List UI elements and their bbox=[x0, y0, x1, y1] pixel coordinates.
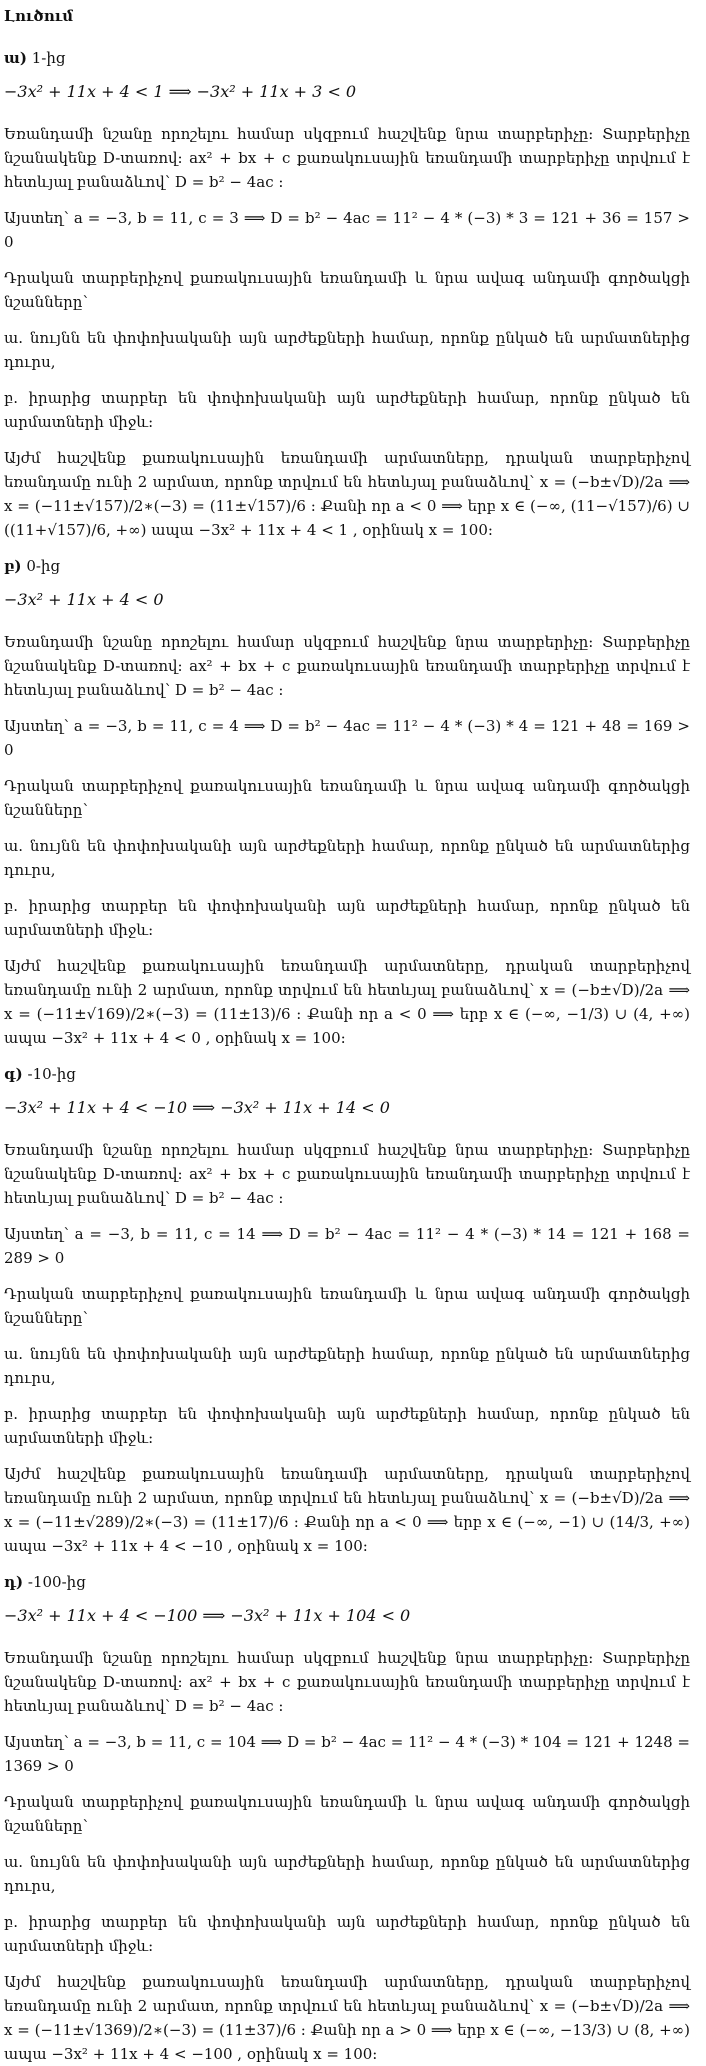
property-b: բ. իրարից տարբեր են փոփոխականի այն արժեքների համար, որոնք ընկած են արմատների միջև: bbox=[4, 1405, 690, 1447]
part-letter: ա) bbox=[4, 49, 27, 67]
properties-intro: Դրական տարբերիչով քառակուսային եռանդամի և նրա ավագ անդամի գործակցի նշանները՝ bbox=[4, 269, 690, 311]
part-letter: բ) bbox=[4, 557, 22, 575]
roots-conclusion: Այժմ հաշվենք քառակուսային եռանդամի արմատները, դրական տարբերիչով եռանդամը ունի 2 արմատ, որոնք տրվում են հետևյալ բանաձևով՝ x = (−b±√D)/2a ⟹ x = (−11±√1369)/2∗(−3) = (11±37)/6 : Քանի որ a > 0 ⟹ երբ x ∈ (−∞, −13/3) ∪ (8, +∞) ապա −3x² + 11x + 4 < −100 , օրինակ x = 100: bbox=[4, 1973, 690, 2063]
properties-intro: Դրական տարբերիչով քառակուսային եռանդամի և նրա ավագ անդամի գործակցի նշանները՝ bbox=[4, 1793, 690, 1835]
part-label bbox=[4, 554, 690, 578]
part-rhs: -10-ից bbox=[27, 1065, 76, 1083]
discriminant-intro: Եռանդամի նշանը որոշելու համար սկզբում հաշվենք նրա տարբերիչը: Տարբերիչը նշանակենք D-տառով: ax² + bx + c քառակուսային եռանդամի տարբերիչը տրվում է հետևյալ բանաձևով՝ D = b² − 4ac : bbox=[4, 633, 690, 699]
roots-conclusion: Այժմ հաշվենք քառակուսային եռանդամի արմատները, դրական տարբերիչով եռանդամը ունի 2 արմատ, որոնք տրվում են հետևյալ բանաձևով՝ x = (−b±√D)/2a ⟹ x = (−11±√169)/2∗(−3) = (11±13)/6 : Քանի որ a < 0 ⟹ երբ x ∈ (−∞, −1/3) ∪ (4, +∞) ապա −3x² + 11x + 4 < 0 , օրինակ x = 100: bbox=[4, 957, 690, 1047]
part-rhs: 0-ից bbox=[26, 557, 61, 575]
property-a: ա. նույնն են փոփոխականի այն արժեքների համար, որոնք ընկած են արմատներից դուրս, bbox=[4, 329, 690, 371]
part-label bbox=[4, 1062, 690, 1086]
inequality: −3x² + 11x + 4 < 1 ⟹ −3x² + 11x + 3 < 0 bbox=[4, 82, 357, 101]
discriminant-calc: Այստեղ՝ a = −3, b = 11, c = 4 ⟹ D = b² − 4ac = 11² − 4 * (−3) * 4 = 121 + 48 = 169 > 0 bbox=[4, 717, 690, 759]
section-c bbox=[4, 1062, 690, 1558]
part-label bbox=[4, 46, 690, 70]
roots-conclusion: Այժմ հաշվենք քառակուսային եռանդամի արմատները, դրական տարբերիչով եռանդամը ունի 2 արմատ, որոնք տրվում են հետևյալ բանաձևով՝ x = (−b±√D)/2a ⟹ x = (−11±√157)/2∗(−3) = (11±√157)/6 : Քանի որ a < 0 ⟹ երբ x ∈ (−∞, (11−√157)/6) ∪ ((11+√157)/6, +∞) ապա −3x² + 11x + 4 < 1 , օրինակ x = 100: bbox=[4, 449, 690, 539]
discriminant-intro: Եռանդամի նշանը որոշելու համար սկզբում հաշվենք նրա տարբերիչը: Տարբերիչը նշանակենք D-տառով: ax² + bx + c քառակուսային եռանդամի տարբերիչը տրվում է հետևյալ բանաձևով՝ D = b² − 4ac : bbox=[4, 125, 690, 191]
roots-conclusion: Այժմ հաշվենք քառակուսային եռանդամի արմատները, դրական տարբերիչով եռանդամը ունի 2 արմատ, որոնք տրվում են հետևյալ բանաձևով՝ x = (−b±√D)/2a ⟹ x = (−11±√289)/2∗(−3) = (11±17)/6 : Քանի որ a < 0 ⟹ երբ x ∈ (−∞, −1) ∪ (14/3, +∞) ապա −3x² + 11x + 4 < −10 , օրինակ x = 100: bbox=[4, 1465, 690, 1555]
section-d bbox=[4, 1570, 690, 2066]
discriminant-intro: Եռանդամի նշանը որոշելու համար սկզբում հաշվենք նրա տարբերիչը: Տարբերիչը նշանակենք D-տառով: ax² + bx + c քառակուսային եռանդամի տարբերիչը տրվում է հետևյալ բանաձևով՝ D = b² − 4ac : bbox=[4, 1141, 690, 1207]
properties-intro: Դրական տարբերիչով քառակուսային եռանդամի և նրա ավագ անդամի գործակցի նշանները՝ bbox=[4, 777, 690, 819]
property-a: ա. նույնն են փոփոխականի այն արժեքների համար, որոնք ընկած են արմատներից դուրս, bbox=[4, 837, 690, 879]
discriminant-calc: Այստեղ՝ a = −3, b = 11, c = 104 ⟹ D = b² − 4ac = 11² − 4 * (−3) * 104 = 121 + 1248 = 1369 > 0 bbox=[4, 1733, 690, 1775]
section-a bbox=[4, 46, 690, 542]
property-b: բ. իրարից տարբեր են փոփոխականի այն արժեքների համար, որոնք ընկած են արմատների միջև: bbox=[4, 1913, 690, 1955]
discriminant-calc: Այստեղ՝ a = −3, b = 11, c = 3 ⟹ D = b² − 4ac = 11² − 4 * (−3) * 3 = 121 + 36 = 157 > 0 bbox=[4, 209, 690, 251]
inequality: −3x² + 11x + 4 < −10 ⟹ −3x² + 11x + 14 < 0 bbox=[4, 1098, 390, 1117]
property-a: ա. նույնն են փոփոխականի այն արժեքների համար, որոնք ընկած են արմատներից դուրս, bbox=[4, 1853, 690, 1895]
part-letter: դ) bbox=[4, 1573, 24, 1591]
property-b: բ. իրարից տարբեր են փոփոխականի այն արժեքների համար, որոնք ընկած են արմատների միջև: bbox=[4, 389, 690, 431]
part-rhs: -100-ից bbox=[27, 1573, 86, 1591]
discriminant-calc: Այստեղ՝ a = −3, b = 11, c = 14 ⟹ D = b² − 4ac = 11² − 4 * (−3) * 14 = 121 + 168 = 289 > 0 bbox=[4, 1225, 690, 1267]
document bbox=[0, 4, 696, 2066]
properties-intro: Դրական տարբերիչով քառակուսային եռանդամի և նրա ավագ անդամի գործակցի նշանները՝ bbox=[4, 1285, 690, 1327]
part-letter: գ) bbox=[4, 1065, 23, 1083]
discriminant-intro: Եռանդամի նշանը որոշելու համար սկզբում հաշվենք նրա տարբերիչը: Տարբերիչը նշանակենք D-տառով: ax² + bx + c քառակուսային եռանդամի տարբերիչը տրվում է հետևյալ բանաձևով՝ D = b² − 4ac : bbox=[4, 1649, 690, 1715]
property-b: բ. իրարից տարբեր են փոփոխականի այն արժեքների համար, որոնք ընկած են արմատների միջև: bbox=[4, 897, 690, 939]
part-label bbox=[4, 1570, 690, 1594]
property-a: ա. նույնն են փոփոխականի այն արժեքների համար, որոնք ընկած են արմատներից դուրս, bbox=[4, 1345, 690, 1387]
page-title: Լուծում bbox=[4, 7, 74, 25]
section-b bbox=[4, 554, 690, 1050]
inequality: −3x² + 11x + 4 < 0 bbox=[4, 590, 164, 609]
part-rhs: 1-ից bbox=[31, 49, 66, 67]
inequality: −3x² + 11x + 4 < −100 ⟹ −3x² + 11x + 104 < 0 bbox=[4, 1606, 411, 1625]
